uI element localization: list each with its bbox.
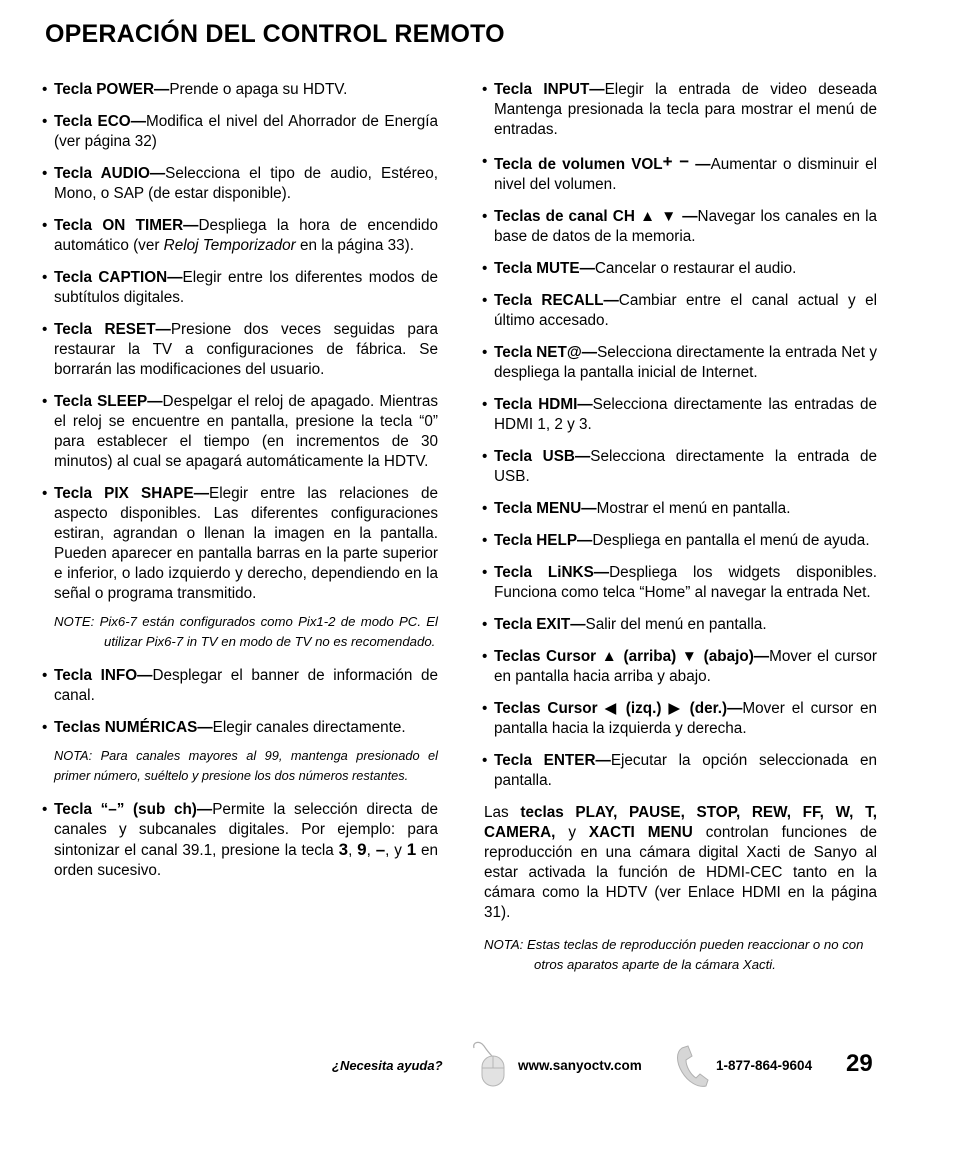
list-item-reset: • Tecla RESET—Presione dos veces seguidas para restaurar la TV a configuraciones de fábrica. Se borrarán las modificaciones del usuario.: [42, 321, 438, 378]
list-item-pix-shape: • Tecla PIX SHAPE—Elegir entre las relaciones de aspecto disponibles. Las diferentes configuraciones estiran, agrandan o llenan la imagen en la pantalla. Pueden aparecer en pantalla barras en la parte superior e inferior, o lado izquierdo y derecho, dependiendo en la señal o programa transmitido.: [42, 485, 438, 602]
list-item-sleep: • Tecla SLEEP—Despelgar el reloj de apagado. Mientras el reloj se encuentre en pantalla, presione la tecla “0” para establecer el tiempo (en incrementos de 30 minutos) al cual se apagará automáticamente la HDTV.: [42, 393, 438, 470]
footer-help-text: ¿Necesita ayuda?: [332, 1058, 443, 1073]
numericas-note: NOTA: Para canales mayores al 99, mantenga presionado el primer número, suéltelo y presione los dos números restantes.: [54, 748, 438, 783]
mouse-icon: [470, 1040, 514, 1095]
footer-phone-number: 1-877-864-9604: [716, 1058, 813, 1073]
left-column: [44, 80, 438, 893]
page-number: 29: [846, 1050, 873, 1077]
list-item-volume: • Tecla de volumen VOL+ − —Aumentar o disminuir el nivel del volumen.: [482, 152, 877, 193]
footer-website-link[interactable]: www.sanyoctv.com: [518, 1058, 642, 1073]
right-column: [484, 80, 877, 975]
list-item-audio: • Tecla AUDIO—Selecciona el tipo de audio, Estéreo, Mono, o SAP (de estar disponible).: [42, 165, 438, 202]
list-item-channel: • Teclas de canal CH ▲ ▼ —Navegar los canales en la base de datos de la memoria.: [482, 208, 877, 245]
list-item-recall: • Tecla RECALL—Cambiar entre el canal actual y el último accesado.: [482, 292, 877, 329]
pix-shape-note: NOTE: Pix6-7 están configurados como Pix1-2 de modo PC. El utilizar Pix6-7 in TV en modo de TV no es recomendado.: [54, 614, 438, 649]
page-footer: [330, 1040, 890, 1100]
list-item-enter: • Tecla ENTER—Ejecutar la opción seleccionada en pantalla.: [482, 752, 877, 789]
phone-icon: [674, 1044, 712, 1095]
list-item-cursor-left-right: • Teclas Cursor ◀ (izq.) ▶ (der.)—Mover el cursor en pantalla hacia la izquierda y derecha.: [482, 700, 878, 737]
list-item-sub-ch: • Tecla “–” (sub ch)—Permite la selección directa de canales y subcanales digitales. Por ejemplo: para sintonizar el canal 39.1, presione la tecla 3, 9, –, y 1 en orden sucesivo.: [42, 801, 439, 879]
list-item-cursor-up-down: • Teclas Cursor ▲ (arriba) ▼ (abajo)—Mover el cursor en pantalla hacia arriba y abajo.: [482, 648, 878, 685]
list-item-input: • Tecla INPUT—Elegir la entrada de video deseada Mantenga presionada la tecla para mostrar el menú de entradas.: [482, 81, 877, 138]
list-item-on-timer: • Tecla ON TIMER—Despliega la hora de encendido automático (ver Reloj Temporizador en la página 33).: [42, 217, 438, 254]
playback-note: NOTA: Estas teclas de reproducción pueden reaccionar o no con otros aparatos aparte de la cámara Xacti.: [484, 937, 864, 972]
list-item-power: • Tecla POWER—Prende o apaga su HDTV.: [42, 81, 348, 98]
list-item-caption: • Tecla CAPTION—Elegir entre los diferentes modos de subtítulos digitales.: [42, 269, 438, 306]
list-item-menu: • Tecla MENU—Mostrar el menú en pantalla.: [482, 500, 791, 517]
list-item-eco: • Tecla ECO—Modifica el nivel del Ahorrador de Energía (ver página 32): [42, 113, 438, 150]
list-item-help: • Tecla HELP—Despliega en pantalla el menú de ayuda.: [482, 532, 870, 549]
list-item-mute: • Tecla MUTE—Cancelar o restaurar el audio.: [482, 260, 797, 277]
page-title: OPERACIÓN DEL CONTROL REMOTO: [45, 20, 505, 48]
list-item-exit: • Tecla EXIT—Salir del menú en pantalla.: [482, 616, 767, 633]
playback-paragraph: Las teclas PLAY, PAUSE, STOP, REW, FF, W, T, CAMERA, y XACTI MENU controlan funciones de reproducción en una cámara digital Xacti de Sanyo al estar activada la función de HDMI-CEC tanto en la cámara como la HDTV (ver Enlace HDMI en la página 31).: [484, 804, 877, 921]
list-item-info: • Tecla INFO—Desplegar el banner de información de canal.: [42, 667, 438, 704]
list-item-links: • Tecla LiNKS—Despliega los widgets disponibles. Funciona como telca “Home” al navegar la entrada Net.: [482, 564, 877, 601]
list-item-net: • Tecla NET@—Selecciona directamente la entrada Net y despliega la pantalla inicial de Internet.: [482, 344, 877, 381]
list-item-numericas: • Teclas NUMÉRICAS—Elegir canales directamente.: [42, 719, 406, 736]
list-item-usb: • Tecla USB—Selecciona directamente la entrada de USB.: [482, 448, 877, 485]
plus-minus-icon: + −: [662, 152, 690, 171]
list-item-hdmi: • Tecla HDMI—Selecciona directamente las entradas de HDMI 1, 2 y 3.: [482, 396, 877, 433]
